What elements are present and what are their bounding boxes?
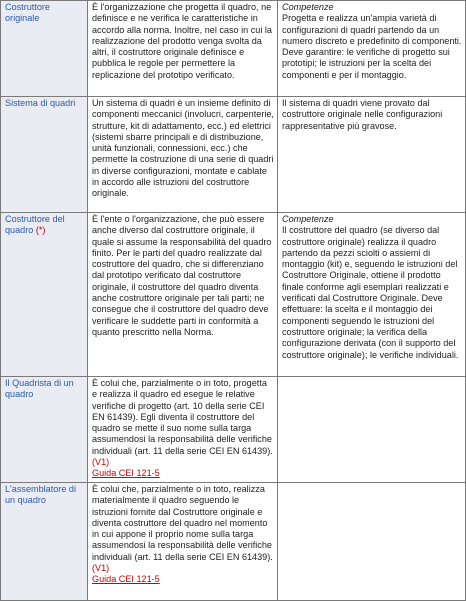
definition-cell (88, 213, 278, 377)
definition-cell (88, 1, 278, 97)
competence-text: Il sistema di quadri viene provato dal costruttore originale nelle configurazioni rappresentative più gravose. (282, 98, 443, 131)
definition-cell (88, 377, 278, 483)
table-row (1, 377, 466, 483)
term-label: Costruttore originale (5, 2, 50, 24)
competence-cell (278, 213, 466, 377)
term-cell (1, 1, 88, 97)
term-footnote-mark: (*) (35, 225, 46, 236)
table-row (1, 213, 466, 377)
definition-text: È l'ente o l'organizzazione, che può essere anche diverso dal costruttore originale, il quale si assume la responsabilità del quadro finito. Per le parti del quadro realizzate dal costruttore del quadro, che si differenziano dal prototipo verificato dal costruttore originale, il costruttore del quadro diventa anche costruttore originale per tali parti; ne consegue che il costruttore del quadro deve verificare le suddette parti in conformità a quanto prescritto nella Norma. (92, 214, 272, 337)
version-mark: (V1) (92, 457, 110, 468)
term-cell (1, 213, 88, 377)
competence-text: Progetta e realizza un'ampia varietà di configurazioni di quadri partendo da un numero discreto e predefinito di componenti. Deve garantire: le verifiche di progetto sui prototipi; le istruzioni per la scelta dei componenti e per il montaggio. (282, 13, 462, 80)
competence-cell (278, 483, 466, 601)
term-cell (1, 377, 88, 483)
table-row (1, 97, 466, 213)
guide-reference-link[interactable]: Guida CEI 121-5 (92, 468, 160, 479)
guide-reference-link[interactable]: Guida CEI 121-5 (92, 574, 160, 585)
competence-heading: Competenze (282, 214, 334, 224)
competence-cell (278, 1, 466, 97)
term-label: Il Quadrista di un quadro (5, 378, 74, 400)
competence-heading: Competenze (282, 2, 334, 12)
definition-text: È colui che, parzialmente o in toto, progetta e realizza il quadro ed esegue le relative verifiche di progetto (art. 10 della serie CEI EN 61439). Egli diventa il costruttore del quadro se mette il suo nome sulla targa assumendosi la responsabilità delle verifiche individuali (art. 11 della serie CEI EN 61439). (92, 378, 273, 456)
definition-text: È l'organizzazione che progetta il quadro, ne definisce e ne verifica le caratteristiche in accordo alla norma. Inoltre, nel caso in cui la realizzazione del prodotto venga svolta da altri, il costruttore originale definisce e pubblica le regole per permettere la replicazione del prototipo verificato. (92, 2, 272, 80)
definition-text: È colui che, parzialmente o in toto, realizza materialmente il quadro seguendo le istruzioni fornite dal Costruttore originale e diventa costruttore del quadro nel momento in cui appone il proprio nome sulla targa assumendosi la responsabilità delle verifiche individuali (art. 11 della serie CEI EN 61439). (92, 484, 273, 562)
definition-cell (88, 483, 278, 601)
term-label: Sistema di quadri (5, 98, 76, 108)
term-cell (1, 97, 88, 213)
competence-cell (278, 97, 466, 213)
definition-text: Un sistema di quadri è un insieme definito di componenti meccanici (involucri, carpenterie, strutture, kit di adattamento, ecc.) ed elettrici (sistemi sbarre principali e di distribuzione, unità funzionali, connessioni, ecc.) che permette la costruzione di una serie di quadri in diverse configurazioni, montate e cablate in accordo alle istruzioni del costruttore originale. (92, 98, 274, 199)
table-row (1, 483, 466, 601)
competence-cell (278, 377, 466, 483)
version-mark: (V1) (92, 563, 110, 574)
definition-cell (88, 97, 278, 213)
term-label: L'assemblatore di un quadro (5, 484, 76, 506)
competence-text: Il costruttore del quadro (se diverso dal costruttore originale) realizza il quadro partendo da pezzi sciolti o assiemi di montaggio (kit) e, seguendo le istruzioni del Costruttore Originale, ottiene il prodotto finale conforme agli esemplari realizzati e verificati dal Costruttore Originale. Deve effettuare: la scelta e il montaggio dei componenti seguendo le istruzioni del costruttore originale; la verifica della configurazione derivata (con il supporto del costruttore originale); le verifiche individuali. (282, 225, 459, 360)
term-label: Costruttore del quadro (5, 214, 65, 236)
table-row (1, 1, 466, 97)
term-cell (1, 483, 88, 601)
